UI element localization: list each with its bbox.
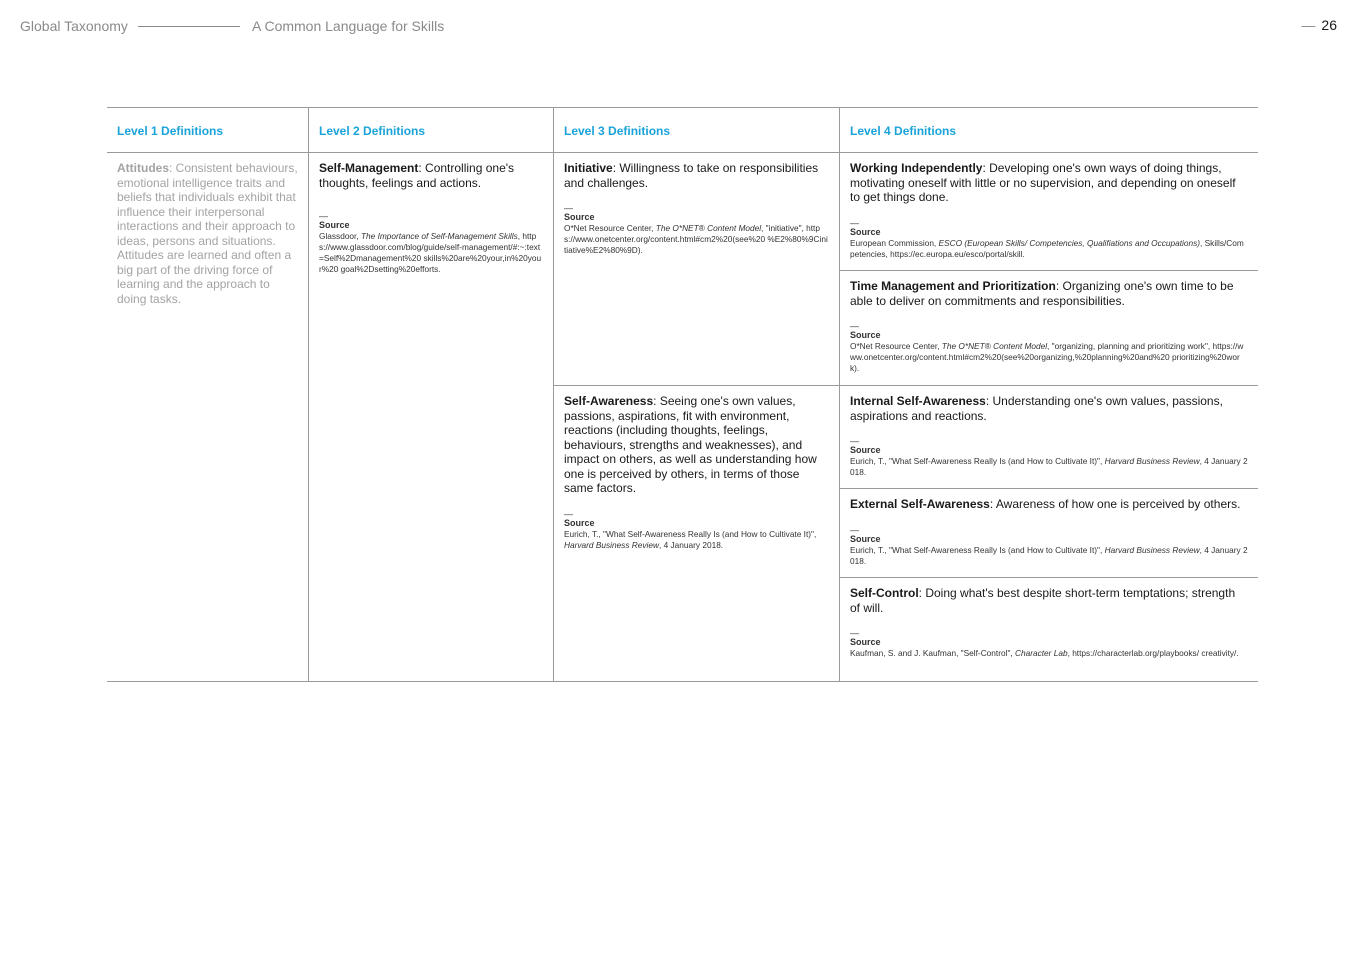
source-dash: —: [564, 203, 573, 213]
level1-definition: [117, 161, 298, 306]
definition-text: : Awareness of how one is perceived by others.: [989, 497, 1241, 511]
source-text: , "initiative", https://www.onetcenter.org/content.html#cm2%20(see%20 %E2%80%9Cinitiative%E2%80%9D).: [564, 223, 828, 255]
page-header: [20, 18, 1337, 38]
source-title: The Importance of Self-Management Skills: [360, 231, 518, 241]
level1-cell: [107, 161, 308, 306]
source-label: Source: [564, 517, 595, 528]
definition-term: Self-Control: [850, 586, 919, 600]
definition-text: : Doing what's best despite short-term temptations; strength of will.: [850, 586, 1236, 615]
definition-text: : Willingness to take on responsibilities and challenges.: [564, 161, 819, 190]
definition-text: : Organizing one's own time to be able to deliver on commitments and responsibilities.: [850, 279, 1234, 308]
source-label: Source: [850, 330, 881, 340]
source-text: Eurich, T., "What Self-Awareness Really Is (and How to Cultivate It)",: [850, 456, 1105, 466]
level3-cell-initiative: [554, 153, 839, 386]
level2-column-header: Level 2 Definitions: [319, 124, 426, 138]
source-block: [850, 219, 1248, 260]
source-title: Character Lab: [1015, 648, 1068, 658]
source-label: Source: [850, 226, 881, 237]
level3-definition: [564, 161, 829, 190]
level4-cell-internal-self-awareness: [840, 386, 1258, 489]
source-text: Kaufman, S. and J. Kaufman, "Self-Control",: [850, 648, 1015, 658]
source-text: , https://www.glassdoor.com/blog/guide/self-management/#:~:text=Self%2Dmanagement%20 skills%20are%20your,in%20your%20 goal%2Dsetting%20efforts.: [319, 231, 542, 274]
source-text: Glassdoor,: [319, 231, 361, 241]
source-block: [564, 204, 829, 256]
source-text: Eurich, T., "What Self-Awareness Really Is (and How to Cultivate It)",: [564, 528, 817, 539]
level4-cell-self-control: [840, 578, 1258, 659]
level1-column: [107, 108, 308, 681]
level4-cell-external-self-awareness: [840, 489, 1258, 578]
source-text: O*Net Resource Center,: [564, 223, 656, 233]
source-title: Harvard Business Review: [564, 539, 659, 550]
definitions-table: [107, 107, 1258, 682]
level3-header-row: [554, 108, 839, 153]
level4-definition: [850, 279, 1248, 308]
document-title: Global Taxonomy: [20, 18, 128, 34]
level4-header-row: [840, 108, 1258, 153]
source-text: , 4 January 2018.: [850, 456, 1248, 477]
source-block: [564, 510, 829, 551]
level4-cell-time-management: [840, 271, 1258, 386]
source-dash: —: [850, 321, 859, 331]
definition-term: External Self-Awareness: [850, 497, 990, 511]
level2-cell: [309, 161, 553, 275]
level2-header-row: [309, 108, 553, 153]
source-text: , https://characterlab.org/playbooks/ creativity/.: [1067, 648, 1239, 658]
source-title: Harvard Business Review: [1104, 544, 1200, 555]
level2-column: [308, 108, 553, 681]
source-label: Source: [564, 212, 595, 222]
level4-definition: [850, 394, 1248, 423]
level4-definition: [850, 497, 1248, 512]
level4-definition: [850, 586, 1248, 615]
document-subtitle: A Common Language for Skills: [252, 18, 445, 34]
definition-text: : Understanding one's own values, passions, aspirations and reactions.: [850, 394, 1223, 423]
level4-column: [839, 108, 1258, 681]
source-dash: —: [850, 436, 859, 446]
definition-term: Internal Self-Awareness: [850, 394, 986, 408]
definition-term: Self-Management: [319, 161, 419, 175]
definition-term: Initiative: [564, 161, 613, 175]
source-text: , "organizing, planning and prioritizing work", https://www.onetcenter.org/content.html#cm2%20(see%20organizing,%20planning%20and%20 prioritizing%20work).: [850, 341, 1244, 373]
level4-definition: [850, 161, 1248, 205]
source-text: , Skills/Competencies, https://ec.europa.eu/esco/portal/skill.: [850, 237, 1244, 259]
definition-term: Attitudes: [117, 161, 169, 175]
definition-term: Working Independently: [850, 161, 983, 175]
level1-column-header: Level 1 Definitions: [117, 124, 224, 138]
definition-text: : Developing one's own ways of doing things, motivating oneself with little or no supervision, and depending on oneself to get things done.: [850, 161, 1236, 204]
source-label: Source: [850, 637, 881, 647]
definition-text: : Consistent behaviours, emotional intelligence traits and beliefs that individuals exhibit that influence their interpersonal interactions and their approach to ideas, persons and situations. Attitudes are learned and often a big part of the driving force of learning and the approach to doing tasks.: [117, 161, 298, 306]
source-label: Source: [850, 533, 881, 544]
page-number-value: 26: [1321, 17, 1337, 33]
source-dash: —: [850, 524, 859, 535]
page-number-dash: —: [1301, 17, 1316, 33]
source-block: [850, 437, 1248, 478]
level4-column-header: Level 4 Definitions: [850, 124, 957, 138]
source-text: O*Net Resource Center,: [850, 341, 942, 351]
source-dash: —: [564, 508, 573, 519]
source-text: , 4 January 2018.: [850, 544, 1248, 566]
level2-definition: [319, 161, 543, 190]
source-title: ESCO (European Skills/ Competencies, Qualifiations and Occupations): [938, 237, 1201, 248]
source-text: , 4 January 2018.: [659, 539, 724, 550]
source-label: Source: [319, 220, 350, 230]
source-text: Eurich, T., "What Self-Awareness Really Is (and How to Cultivate It)",: [850, 544, 1105, 555]
source-dash: —: [850, 217, 859, 228]
header-divider: [138, 26, 240, 27]
source-title: The O*NET® Content Model: [655, 223, 762, 233]
level1-header-row: [107, 108, 308, 153]
source-block: [319, 212, 543, 275]
level3-definition: [564, 394, 829, 496]
level4-cell-working-independently: [840, 153, 1258, 271]
source-title: Harvard Business Review: [1104, 456, 1200, 466]
source-block: [850, 629, 1248, 659]
source-title: The O*NET® Content Model: [941, 341, 1048, 351]
source-dash: —: [319, 211, 328, 221]
level3-column: [553, 108, 839, 681]
source-label: Source: [850, 445, 881, 455]
level3-column-header: Level 3 Definitions: [564, 124, 671, 138]
definition-text: : Seeing one's own values, passions, aspirations, fit with environment, reactions (including thoughts, feelings, behaviours, strengths and weaknesses), and impact on others, as well as understanding how one is perceived by others, in terms of those same factors.: [564, 394, 817, 495]
source-block: [850, 526, 1248, 567]
definition-term: Self-Awareness: [564, 394, 654, 408]
level3-cell-self-awareness: [554, 394, 839, 551]
definition-term: Time Management and Prioritization: [850, 279, 1056, 293]
source-block: [850, 322, 1248, 374]
source-text: European Commission,: [850, 237, 939, 248]
page-number: [1301, 17, 1337, 33]
source-dash: —: [850, 628, 859, 638]
definition-text: : Controlling one's thoughts, feelings and actions.: [319, 161, 515, 190]
